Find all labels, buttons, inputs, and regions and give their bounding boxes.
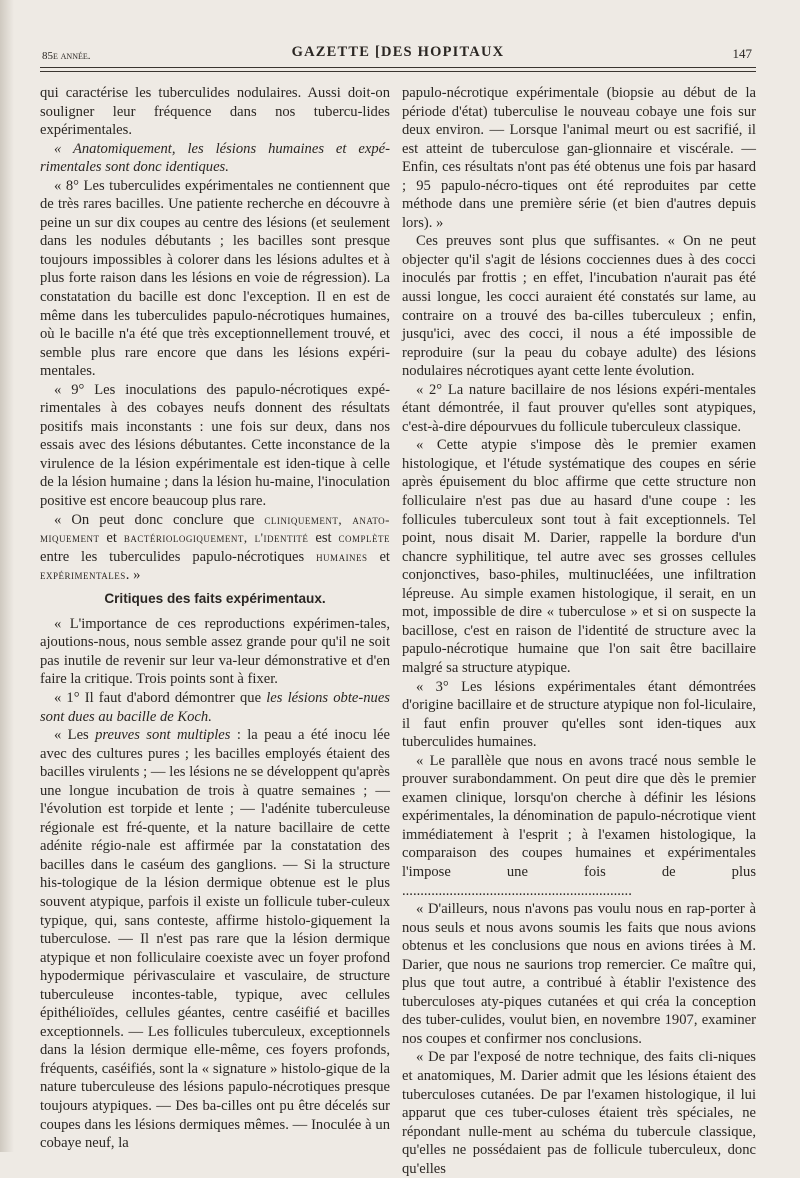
text: . »	[125, 567, 141, 584]
paragraph: « Anatomiquement, les lésions humaines et expé-rimentales sont donc identiques.	[40, 140, 390, 176]
paragraph	[40, 726, 390, 1153]
paragraph: « De par l'exposé de notre technique, des faits cli-niques et anatomiques, M. Darier admit que les lésions étaient des tuberculoses cutanées. De par l'examen histologique, il lui apparut que ces tuber-culoses étaient très spéciales, ne répondant nulle-ment au schéma du tubercule classique, qu'elles ne possédaient pas de follicule tuberculeux, donc qu'elles	[402, 1049, 756, 1177]
paragraph: « 8° Les tuberculides expérimentales ne contiennent que de très rares bacilles. Une patiente recherche en découvre à peine un sur dix coupes au centre des lésions (et seulement dans les nodules débutants ; les bacilles sont presque toujours impossibles à colorer dans les lésions adultes et à plus forte raison dans les lésions en voie de régression). La constatation du bacille est donc l'exception. Il en est de même dans les tuberculides papulo-nécrotiques humaines, où le bacille n'a été que très exceptionnellement trouvé, et semble plus rare encore que dans les lésions expéri-mentales.	[40, 177, 390, 380]
header-rule-bottom	[40, 71, 756, 72]
text: « 1° Il faut d'abord démontrer que	[54, 689, 267, 706]
paragraph: « 9° Les inoculations des papulo-nécrotiques expé-rimentales à des cobayes neufs donnent des résultats positifs mais inconstants : une fois sur deux, dans nos essais avec des lésions débutantes. Cette inconstance de la virulence de la lésion expérimentale est iden-tique à celle de la lésion humaine ; dans la lésion hu-maine, l'inoculation positive est encore beaucoup plus rare.	[40, 381, 390, 510]
paragraph: « Le parallèle que nous en avons tracé nous semble le prouver surabondamment. On peut dire que dès le premier examen clinique, lorsqu'on cherche à définir les lésions expérimentales, la dénomination de papulo-nécrotique vient immédiatement à l'esprit ; à l'examen histologique, la comparaison des coupes humaines et expérimentales l'impose une fois de plus ...............................................................	[402, 752, 756, 899]
text: : la peau a été inocu lée avec des cultures pures ; les bacilles employés étaient des bacilles virulents ; — les lésions ne se développent qu'après une longue incubation de trois à quatre semaines ; — l'évolution est torpide et lente ; — l'adénite tuberculeuse régionale est fré-quente, et la nature bacillaire de cette adénite régio-nale est affirmée par la constatation des bacilles dans le caséum des ganglions. — Si la structure his-tologique de la lésion dermique obtenue est le plus souvent atypique, parfois il existe un follicule tuber-culeux typique, qui, sans conteste, affirme histolo-giquement la tuberculose. — Il n'est pas rare que la lésion dermique atypique et non folliculaire coexiste avec un foyer profond hypodermique périvasculaire et vasculaire, de structure tuberculeuse incontes-table, typique, avec cellules épithélioïdes, cellules géantes, centre caséifié et bacilles exceptionnels. — Les follicules tuberculeux, exceptionnels dans la lésion dermique elle-même, ces foyers profonds, fréquents, caséifiés, sont la « signature » histolo-gique de la nature tuberculeuse des lésions papulo-nécrotiques presque toujours atypiques. — Des ba-cilles ont pu être décelés sur coupes dans les lésions dermiques mêmes. — Inoculée à un cobaye neuf, la	[40, 727, 390, 1152]
right-column	[402, 84, 756, 1178]
text-small-caps: complète	[338, 530, 390, 546]
paragraph	[40, 689, 390, 726]
section-heading: Critiques des faits expérimentaux.	[104, 590, 326, 606]
page-binding-shadow	[0, 0, 14, 1152]
paragraph: papulo-nécrotique expérimentale (biopsie au début de la période d'état) tuberculise le nouveau cobaye une fois sur deux environ. — Lorsque l'animal meurt ou est sacrifié, il est atteint de tuberculose gan-glionnaire et viscérale. — Enfin, ces résultats n'ont pas été obtenus une fois par hasard ; 95 papulo-nécro-tiques ont été reproduites par cette méthode dans une première série (et bien d'autres depuis lors). »	[402, 85, 756, 231]
volume-year: 85e année.	[42, 50, 91, 62]
text: est	[308, 530, 339, 547]
text-small-caps: humaines	[316, 548, 368, 564]
text: entre les tuberculides papulo-nécrotiques	[40, 548, 317, 565]
text-small-caps: expérimentales	[40, 567, 126, 583]
text-italic: les lésions obte-nues sont dues au bacille de Koch.	[40, 689, 390, 725]
page-number: 147	[732, 46, 752, 61]
text: et	[367, 548, 390, 565]
paragraph: « 3° Les lésions expérimentales étant démontrées d'origine bacillaire et de structure atypique non fol-liculaire, il faut enfin prouver qu'elles sont iden-tiques aux tuberculides humaines.	[402, 678, 756, 751]
page-header	[40, 44, 756, 64]
paragraph: « Cette atypie s'impose dès le premier examen histologique, et l'étude systématique des coupes en série après épuisement du bloc affirme que cette structure non folliculaire n'est pas due au hasard d'une coupe : les follicules tuberculeux sont tout à fait exceptionnels. Tel point, nous disait M. Darier, rappelle la bordure d'un chancre syphilitique, tel autre avec ses grosses cellules conjonctives, baso-philes, multinucléées, une infiltration lépreuse. Au simple examen histologique, il serait, en un mot, impossible de dire « tuberculose » et si on suspecte la bacillose, c'est en raison de l'identité de structure avec la papulo-nécrotique humaine que l'on sait être bacillaire malgré sa structure atypique.	[402, 437, 756, 676]
text-italic: preuves sont multiples	[95, 727, 231, 744]
text: « On peut donc conclure que	[54, 511, 265, 528]
text: et	[99, 530, 124, 547]
text: « Les	[54, 727, 96, 744]
paragraph: « D'ailleurs, nous n'avons pas voulu nous en rap-porter à nous seuls et nous avons soumis les faits que nous avions obtenus et les conclusions que nous en avions tirées à M. Darier, que nous ne saurions trop remercier. Ce maître qui, plus que tout autre, a contribué à établir l'existence des tuberculoses aty-piques cutanées et qui créa la conception des tuber-culides, voulut bien, en novembre 1907, examiner nos coupes et confirmer nos conclusions.	[402, 901, 756, 1047]
header-rule-top	[40, 67, 756, 68]
paragraph: « 2° La nature bacillaire de nos lésions expéri-mentales étant démontrée, il faut prouver qu'elles sont atypiques, c'est-à-dire dépourvues du follicule tuberculeux classique.	[402, 381, 756, 435]
paragraph	[40, 511, 390, 585]
text-small-caps: cliniquement, anato-miquement	[40, 511, 391, 546]
paragraph: Ces preuves sont plus que suffisantes. « On ne peut objecter qu'il s'agit de lésions cocciennes dues à des cocci inoculés par frottis ; en effet, l'incubation n'aurait pas été aussi longue, les cocci auraient été constatés sur lame, au contraire on a trouvé des ba-cilles tuberculeux ; enfin, jusqu'ici, avec des cocci, il nous a été impossible de reproduire (sur la peau du cobaye adulte) des lésions nodulaires nécrotiques ayant cette lente évolution.	[402, 233, 756, 380]
paragraph: qui caractérise les tuberculides nodulaires. Aussi doit-on souligner leur fréquence dans nos tubercu-lides expérimentales.	[40, 85, 390, 139]
journal-title: GAZETTE [DES HOPITAUX	[291, 44, 505, 60]
text-small-caps: bactériologiquement, l'identité	[123, 530, 309, 546]
left-column	[40, 84, 390, 1153]
paragraph: « L'importance de ces reproductions expérimen-tales, ajoutions-nous, nous semble assez grande pour qu'il ne soit pas inutile de revenir sur leur va-leur démonstrative et d'en faire la critique. Trois points sont à fixer.	[40, 615, 390, 688]
